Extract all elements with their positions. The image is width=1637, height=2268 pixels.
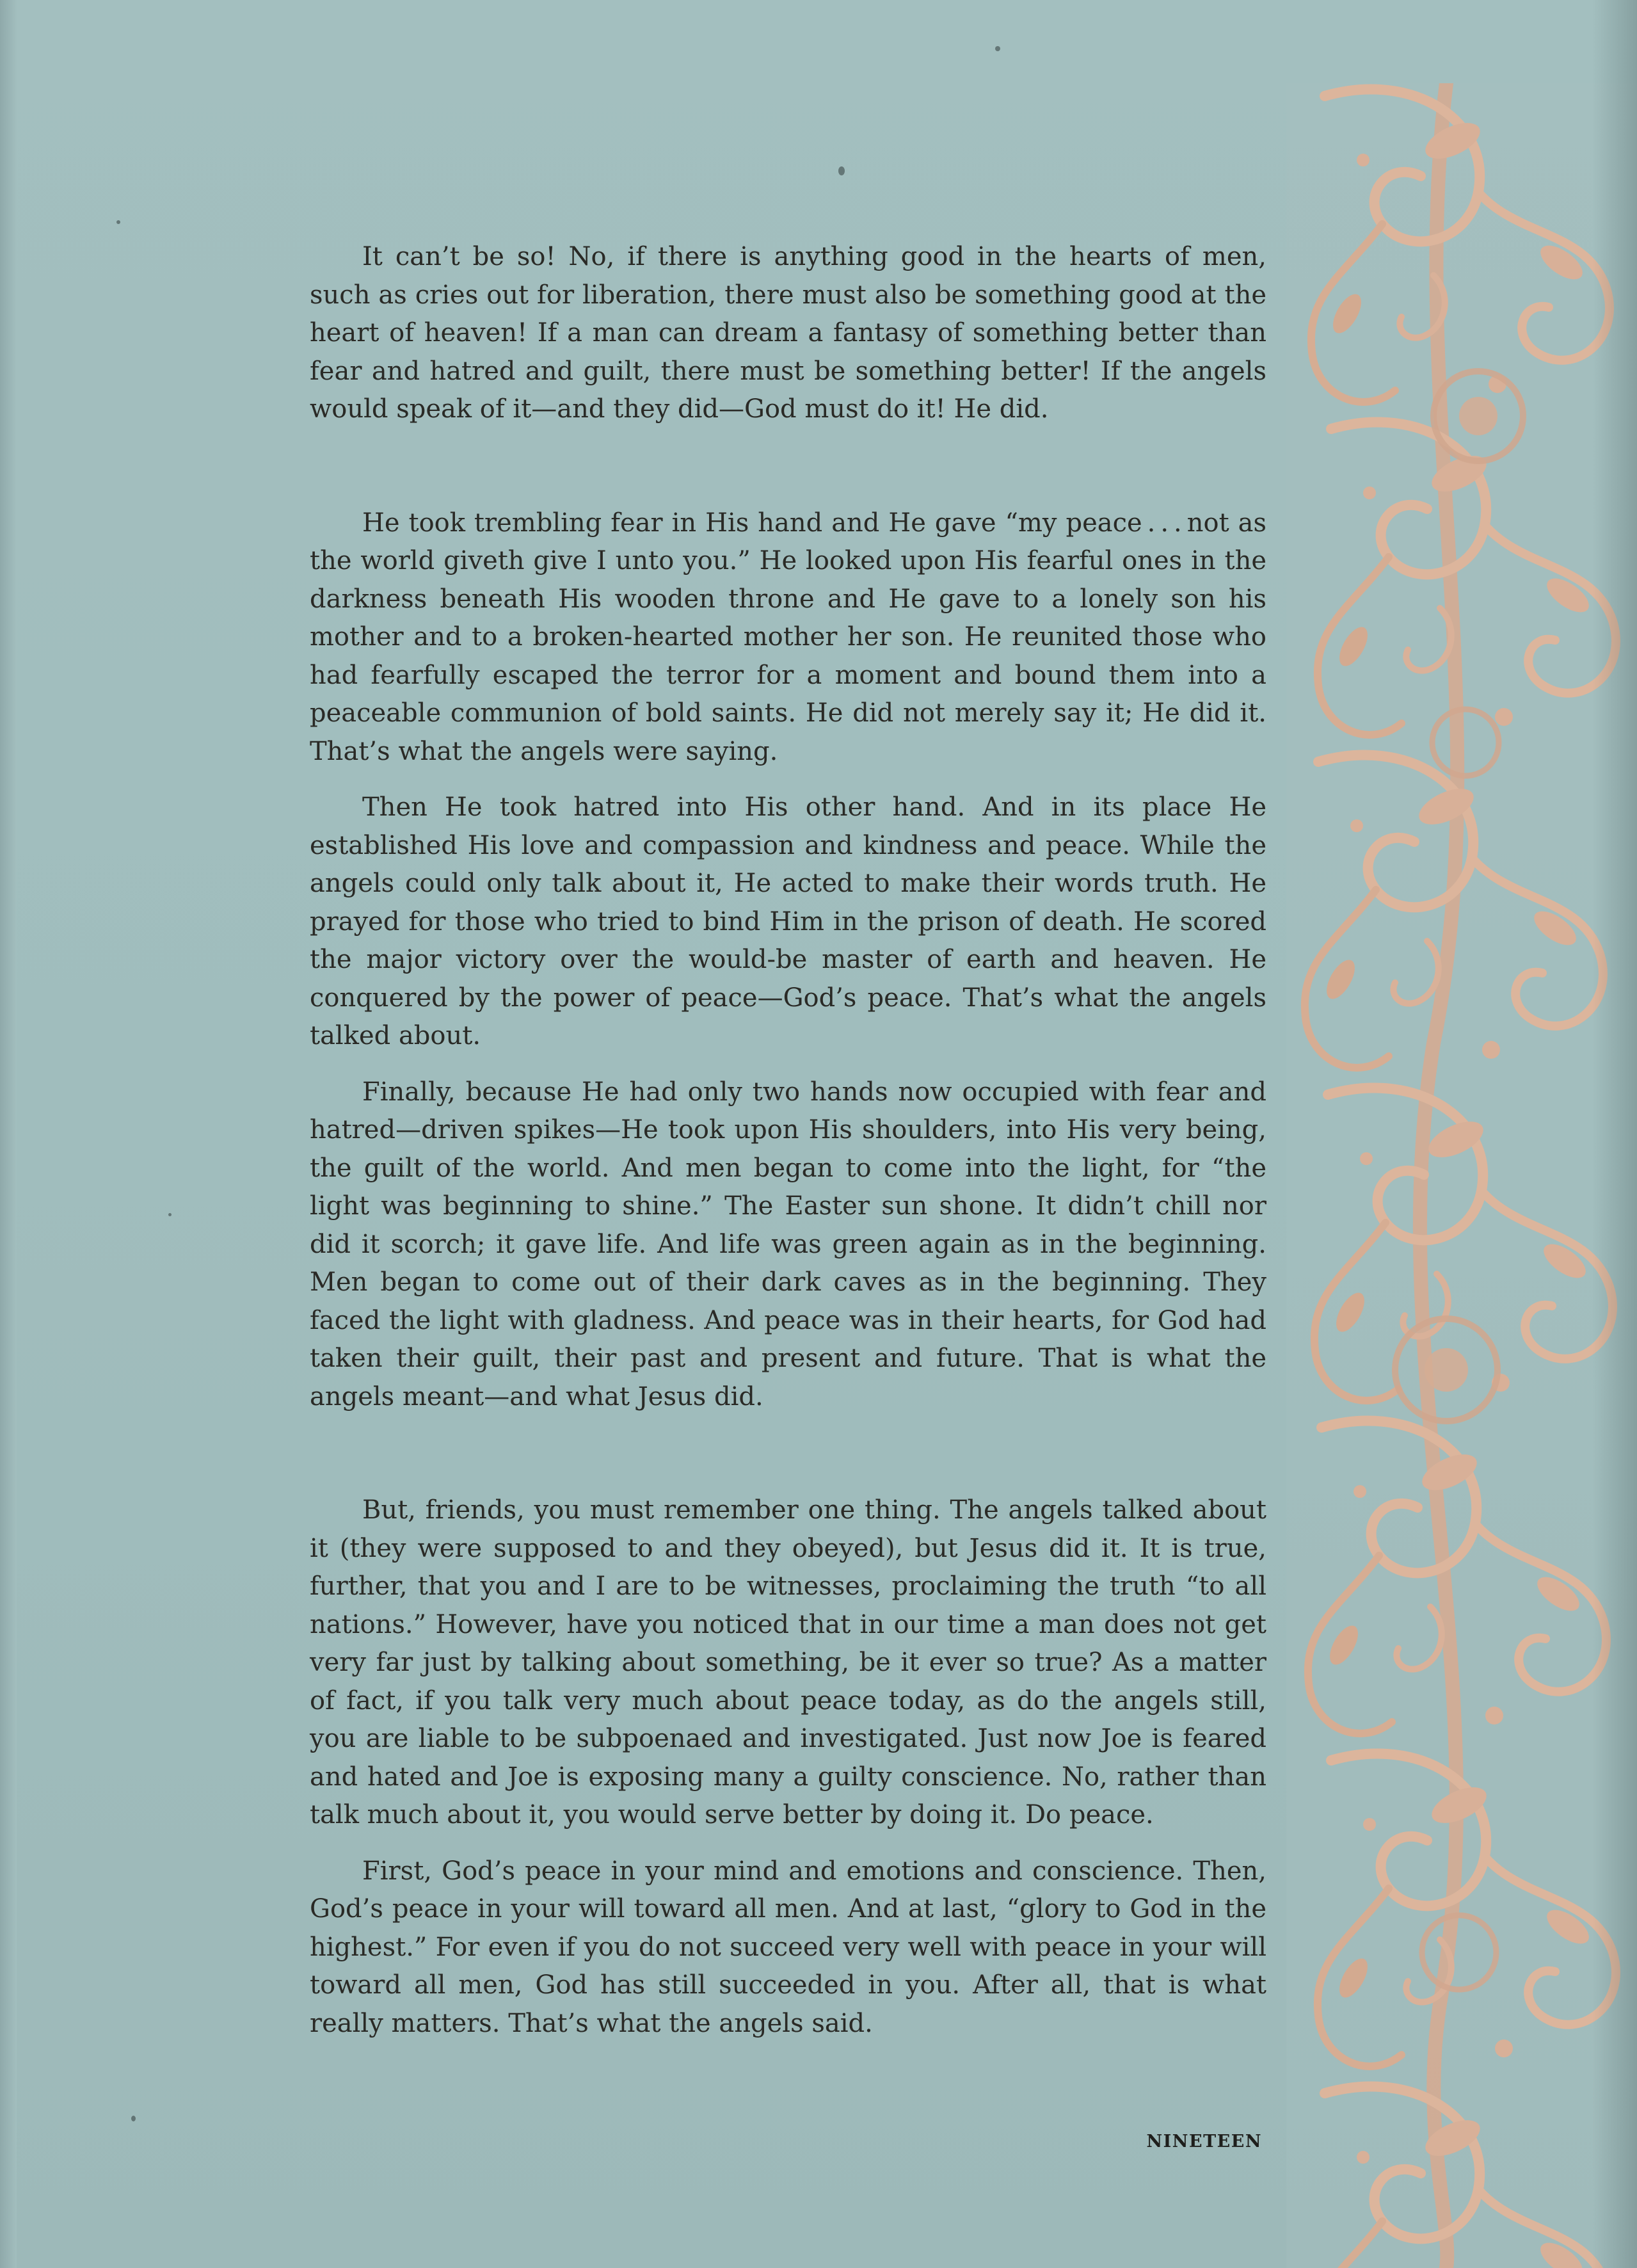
paper-speck: [838, 166, 845, 175]
paper-speck: [131, 2116, 136, 2121]
page-edge-shadow: [1592, 0, 1637, 2268]
paragraph: It can’t be so! No, if there is anything good in the hearts of men, such as cries out for liberation, there must also be something good at the heart of heaven! If a man can dream a fantasy of something better than fear and hatred and guilt, there must be something better! If the angels would speak of it—and they did—God must do it! He did.: [310, 242, 1266, 424]
paragraph: Finally, because He had only two hands now occupied with fear and hatred—driven spikes—He took upon His shoulders, into His very being, the guilt of the world. And men began to come into the light, for “the light was beginning to shine.” The Easter sun shone. It didn’t chill nor did it scorch; it gave life. And life was green again as in the beginning. Men began to come out of their dark caves as in the beginning. They faced the light with gladness. And peace was in their hearts, for God had taken their guilt, their past and present and future. That is what the angels meant—and what Jesus did.: [310, 1077, 1266, 1411]
paper-speck: [995, 46, 1000, 51]
paper-speck: [116, 220, 120, 224]
body-text: [310, 238, 1266, 2043]
binding-edge: [0, 0, 17, 2268]
page-number: NINETEEN: [1146, 2132, 1262, 2151]
paragraph: First, God’s peace in your mind and emotions and conscience. Then, God’s peace in your will toward all men. And at last, “glory to God in the highest.” For even if you do not succeed very well with peace in your will toward all men, God has still succeeded in you. After all, that is what really matters. That’s what the angels said.: [310, 1856, 1266, 2038]
floral-ornament-border: [1286, 83, 1637, 2268]
paragraph: Then He took hatred into His other hand. And in its place He established His love and compassion and kindness and peace. While the angels could only talk about it, He acted to make their words truth. He prayed for those who tried to bind Him in the prison of death. He scored the major victory over the would-be master of earth and heaven. He conquered by the power of peace—God’s peace. That’s what the angels talked about.: [310, 792, 1266, 1050]
paragraph: He took trembling fear in His hand and He gave “my peace . . . not as the world giveth give I unto you.” He looked upon His fearful ones in the darkness beneath His wooden throne and He gave to a lonely son his mother and to a broken-hearted mother her son. He reunited those who had fearfully escaped the terror for a moment and bound them into a peaceable communion of bold saints. He did not merely say it; He did it. That’s what the angels were saying.: [310, 508, 1266, 766]
paper-speck: [168, 1213, 172, 1216]
paragraph: But, friends, you must remember one thing. The angels talked about it (they were supposed to and they obeyed), but Jesus did it. It is true, further, that you and I are to be witnesses, proclaiming the truth “to all nations.” However, have you noticed that in our time a man does not get very far just by talking about something, be it ever so true? As a matter of fact, if you talk very much about peace today, as do the angels still, you are liable to be subpoenaed and investigated. Just now Joe is feared and hated and Joe is exposing many a guilty conscience. No, rather than talk much about it, you would serve better by doing it. Do peace.: [310, 1495, 1266, 1830]
